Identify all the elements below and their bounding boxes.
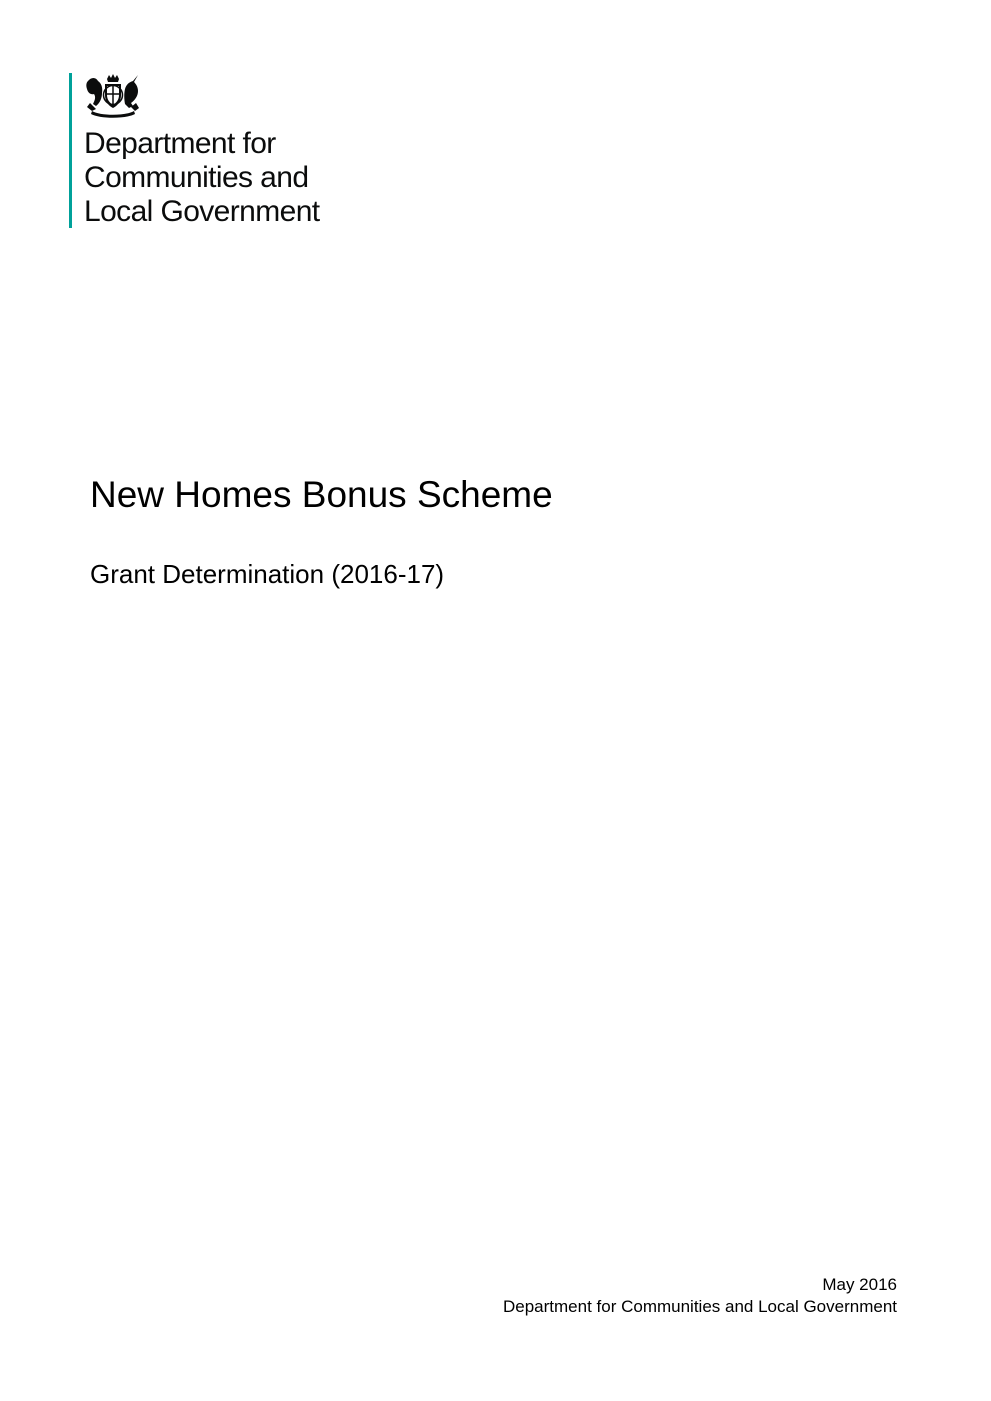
department-logo: [69, 73, 369, 229]
royal-coat-of-arms-icon: [84, 73, 142, 119]
department-name-line-3: Local Government: [84, 195, 320, 228]
department-name-line-1: Department for: [84, 127, 276, 160]
document-subtitle: Grant Determination (2016-17): [90, 559, 445, 589]
document-title: New Homes Bonus Scheme: [90, 474, 553, 515]
publication-date: May 2016: [822, 1275, 897, 1294]
document-footer: [503, 1274, 897, 1318]
department-name-line-2: Communities and: [84, 161, 309, 194]
department-name: [84, 127, 320, 229]
logo-accent-rule: [69, 73, 72, 228]
publisher-name: Department for Communities and Local Government: [502, 1297, 897, 1316]
